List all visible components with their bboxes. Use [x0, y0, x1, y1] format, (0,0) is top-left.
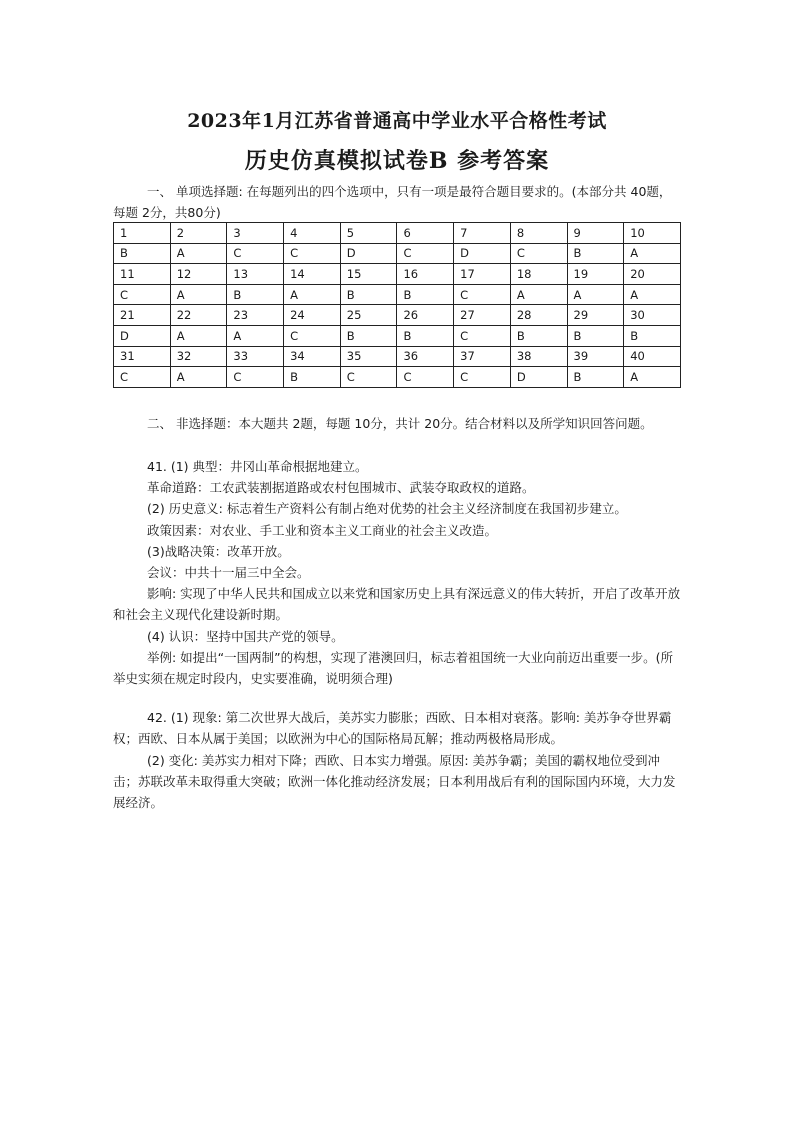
answer-cell: B — [114, 243, 171, 264]
question-number-cell: 19 — [567, 264, 624, 285]
answer-cell: A — [170, 325, 227, 346]
q42-line-2: (2) 变化: 美苏实力相对下降；西欧、日本实力增强。原因: 美苏争霸；美国的霸权地位受到冲击；苏联改革未取得重大突破；欧洲一体化推动经济发展；日本利用战后有利的国际国内环境，大力发展经济。 — [113, 752, 676, 811]
answer-cell: C — [227, 367, 284, 388]
question-number-cell: 20 — [624, 264, 681, 285]
answer-cell: C — [227, 243, 284, 264]
exam-title: 2023年1月江苏省普通高中学业水平合格性考试 — [187, 110, 607, 132]
section2-instructions: 二、 非选择题：本大题共 2题，每题 10分，共计 20分。结合材料以及所学知识回答问题。 — [147, 416, 653, 431]
question-number-cell: 16 — [397, 264, 454, 285]
answer-cell: C — [510, 243, 567, 264]
question-number-cell: 33 — [227, 346, 284, 367]
answers-body — [113, 456, 685, 813]
answer-cell: B — [567, 325, 624, 346]
q41-line-9: 举例: 如提出“一国两制”的构想，实现了港澳回归，标志着祖国统一大业向前迈出重要一步。(所举史实须在规定时段内，史实要准确，说明须合理) — [113, 649, 674, 687]
answer-cell: A — [510, 284, 567, 305]
question-number-cell: 27 — [454, 305, 511, 326]
answer-cell: B — [397, 284, 454, 305]
answer-cell: C — [397, 243, 454, 264]
question-number-cell: 38 — [510, 346, 567, 367]
question-number-cell: 6 — [397, 223, 454, 244]
answer-cell: B — [624, 325, 681, 346]
answer-cell: A — [624, 243, 681, 264]
question-number-cell: 29 — [567, 305, 624, 326]
q41-line-4: 政策因素：对农业、手工业和资本主义工商业的社会主义改造。 — [147, 522, 498, 538]
q41-line-7: 影响: 实现了中华人民共和国成立以来党和国家历史上具有深远意义的伟大转折，开启了改革开放和社会主义现代化建设新时期。 — [113, 586, 681, 623]
q42-line-1: 42. (1) 现象: 第二次世界大战后，美苏实力膨胀；西欧、日本相对衰落。影响: 美苏争夺世界霸权；西欧、日本从属于美国；以欧洲为中心的国际格局瓦解；推动两极格局形成。 — [113, 710, 672, 747]
answer-cell: A — [170, 367, 227, 388]
question-number-cell: 34 — [284, 346, 341, 367]
answer-cell: B — [567, 367, 624, 388]
question-number-cell: 7 — [454, 223, 511, 244]
answer-cell: B — [227, 284, 284, 305]
answer-cell: C — [114, 367, 171, 388]
answer-table — [113, 222, 681, 388]
question-number-cell: 2 — [170, 223, 227, 244]
question-number-cell: 14 — [284, 264, 341, 285]
answer-cell: B — [567, 243, 624, 264]
question-number-cell: 10 — [624, 223, 681, 244]
answer-cell: A — [284, 284, 341, 305]
answer-cell: C — [340, 367, 397, 388]
answer-cell: C — [114, 284, 171, 305]
q41-line-1: 41. (1) 典型：井冈山革命根据地建立。 — [147, 459, 368, 474]
question-number-cell: 17 — [454, 264, 511, 285]
question-number-cell: 4 — [284, 223, 341, 244]
question-number-cell: 36 — [397, 346, 454, 367]
answer-cell: A — [170, 284, 227, 305]
question-number-cell: 26 — [397, 305, 454, 326]
answer-cell: A — [567, 284, 624, 305]
question-number-cell: 1 — [114, 223, 171, 244]
answer-row — [114, 284, 681, 305]
answer-cell: C — [454, 367, 511, 388]
answer-cell: A — [624, 284, 681, 305]
answer-cell: C — [454, 284, 511, 305]
question-number-row — [114, 346, 681, 367]
answer-cell: B — [397, 325, 454, 346]
question-number-cell: 32 — [170, 346, 227, 367]
answer-cell: C — [454, 325, 511, 346]
q41-line-8: (4) 认识：坚持中国共产党的领导。 — [147, 628, 344, 644]
question-number-cell: 9 — [567, 223, 624, 244]
answer-cell: B — [284, 367, 341, 388]
question-number-cell: 35 — [340, 346, 397, 367]
answer-cell: D — [340, 243, 397, 264]
question-number-cell: 37 — [454, 346, 511, 367]
answer-cell: C — [284, 243, 341, 264]
answer-cell: D — [454, 243, 511, 264]
question-number-row — [114, 305, 681, 326]
question-number-cell: 12 — [170, 264, 227, 285]
question-number-cell: 3 — [227, 223, 284, 244]
answer-row — [114, 243, 681, 264]
question-number-row — [114, 223, 681, 244]
answer-cell: A — [624, 367, 681, 388]
answer-cell: B — [340, 325, 397, 346]
question-number-cell: 39 — [567, 346, 624, 367]
answer-cell: A — [227, 325, 284, 346]
question-number-cell: 28 — [510, 305, 567, 326]
question-number-cell: 30 — [624, 305, 681, 326]
answer-row — [114, 367, 681, 388]
answer-cell: D — [510, 367, 567, 388]
question-number-cell: 8 — [510, 223, 567, 244]
question-number-cell: 18 — [510, 264, 567, 285]
question-number-cell: 21 — [114, 305, 171, 326]
answer-cell: B — [510, 325, 567, 346]
section1-instructions: 一、 单项选择题: 在每题列出的四个选项中，只有一项是最符合题目要求的。(本部分共 40题，每题 2分，共80分) — [113, 184, 672, 220]
question-number-cell: 24 — [284, 305, 341, 326]
q41-line-2: 革命道路：工农武装割据道路或农村包围城市、武装夺取政权的道路。 — [147, 480, 535, 496]
answer-cell: C — [397, 367, 454, 388]
question-number-cell: 40 — [624, 346, 681, 367]
answer-key-title: 历史仿真模拟试卷B 参考答案 — [244, 148, 550, 174]
answer-cell: A — [170, 243, 227, 264]
question-number-cell: 15 — [340, 264, 397, 285]
question-number-cell: 13 — [227, 264, 284, 285]
question-number-cell: 5 — [340, 223, 397, 244]
q41-line-6: 会议：中共十一届三中全会。 — [147, 565, 310, 581]
question-number-cell: 22 — [170, 305, 227, 326]
answer-cell: D — [114, 325, 171, 346]
question-number-row — [114, 264, 681, 285]
answer-cell: B — [340, 284, 397, 305]
q41-line-3: (2) 历史意义: 标志着生产资料公有制占绝对优势的社会主义经济制度在我国初步建立。 — [147, 501, 627, 517]
question-number-cell: 23 — [227, 305, 284, 326]
answer-cell: C — [284, 325, 341, 346]
question-number-cell: 31 — [114, 346, 171, 367]
answer-row — [114, 325, 681, 346]
q41-line-5: (3)战略决策：改革开放。 — [147, 543, 290, 559]
question-number-cell: 11 — [114, 264, 171, 285]
question-number-cell: 25 — [340, 305, 397, 326]
